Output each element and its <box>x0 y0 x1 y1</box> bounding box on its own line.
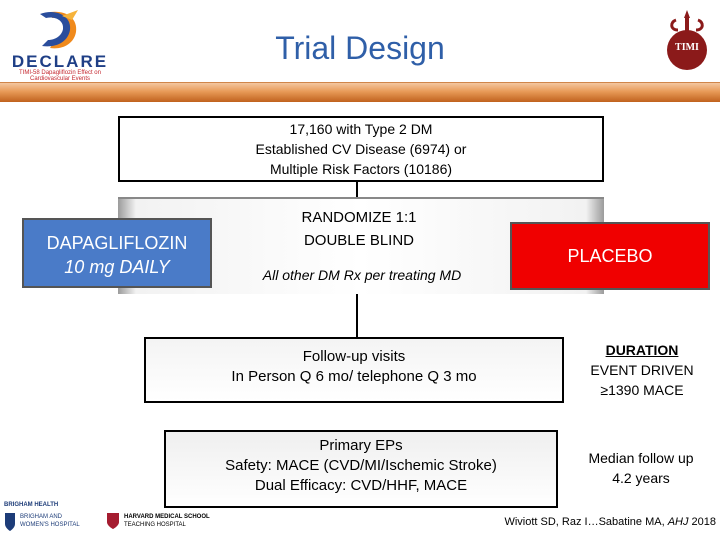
declare-subtitle: TIMI-58 Dapagliflozin Effect on Cardiovascular Events <box>19 70 101 82</box>
brigham-shield-icon <box>4 512 16 532</box>
duration-note <box>576 340 708 400</box>
population-box <box>118 116 604 182</box>
endpoints-line-2: Safety: MACE (CVD/MI/Ischemic Stroke) <box>225 457 497 474</box>
placebo-arm-box: PLACEBO <box>510 222 710 290</box>
citation-authors: Wiviott SD, Raz I…Sabatine MA, <box>504 516 668 528</box>
citation <box>486 516 716 528</box>
population-line-3: Multiple Risk Factors (10186) <box>269 161 453 177</box>
citation-journal: AHJ <box>667 516 689 528</box>
timi-wordmark: TIMI <box>675 42 699 53</box>
primary-endpoints-box <box>164 430 558 508</box>
population-line-1: 17,160 with Type 2 DM <box>289 121 433 137</box>
endpoints-line-3: Dual Efficacy: CVD/HHF, MACE <box>254 477 468 494</box>
connector-line <box>356 294 358 338</box>
harvard-line-1: HARVARD MEDICAL SCHOOL <box>124 514 210 520</box>
median-line-1: Median follow up <box>588 450 694 466</box>
page-title: Trial Design <box>275 30 445 66</box>
median-followup-note <box>566 448 716 488</box>
dapagliflozin-arm-box <box>22 218 212 288</box>
randomize-line-2: DOUBLE BLIND <box>303 232 415 249</box>
header-bar <box>0 82 720 102</box>
brigham-logo <box>2 498 102 536</box>
harvard-shield-icon <box>106 512 120 530</box>
timi-logo <box>664 8 710 72</box>
dapagliflozin-label: DAPAGLIFLOZIN <box>46 233 188 253</box>
connector-line <box>356 182 358 198</box>
followup-line-2: In Person Q 6 mo/ telephone Q 3 mo <box>231 368 477 385</box>
duration-line-2: ≥1390 MACE <box>600 382 684 398</box>
brigham-line-2: BRIGHAM AND <box>20 514 63 520</box>
randomize-line-1: RANDOMIZE 1:1 <box>301 209 417 226</box>
dapagliflozin-dose: 10 mg DAILY <box>64 257 170 277</box>
citation-year: 2018 <box>688 516 716 528</box>
endpoints-line-1: Primary EPs <box>319 437 403 454</box>
population-line-2: Established CV Disease (6974) or <box>255 141 467 157</box>
brigham-line-3: WOMEN'S HOSPITAL <box>20 522 80 528</box>
harvard-line-2: TEACHING HOSPITAL <box>124 522 186 528</box>
duration-line-1: EVENT DRIVEN <box>590 362 694 378</box>
brigham-line-1: BRIGHAM HEALTH <box>4 502 59 508</box>
randomize-text <box>214 206 504 252</box>
followup-line-1: Follow-up visits <box>302 348 406 365</box>
duration-label: DURATION <box>605 342 679 358</box>
declare-wordmark: DECLARE <box>11 52 109 71</box>
timi-emblem-icon <box>664 8 710 72</box>
median-line-2: 4.2 years <box>612 470 670 486</box>
harvard-logo <box>106 510 236 536</box>
dm-rx-note: All other DM Rx per treating MD <box>262 267 462 283</box>
followup-box <box>144 337 564 403</box>
